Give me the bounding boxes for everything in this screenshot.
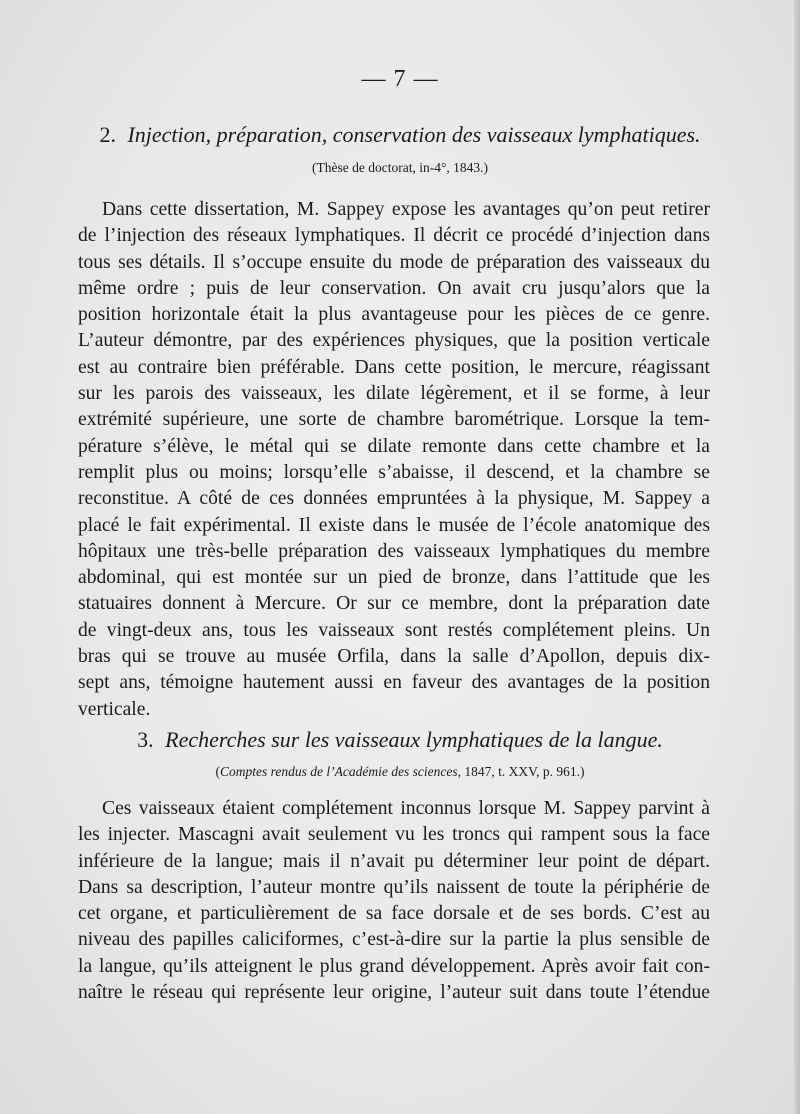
text-line: hôpitaux une très-belle préparation des vaisseaux lymphatiques du membre: [78, 540, 710, 562]
page-number: — 7 —: [361, 66, 439, 92]
section-title: Recherches sur les vaisseaux lymphatiques de la langue.: [165, 727, 663, 752]
text-line: placé le fait expérimental. Il existe dans le musée de l’école anatomique des: [78, 514, 710, 536]
text-line: cet organe, et particulièrement de sa face dorsale et de ses bords. C’est au: [78, 903, 710, 925]
text-line: Dans sa description, l’auteur montre qu’ils naissent de toute la périphérie de: [78, 876, 710, 898]
text-line: niveau des papilles caliciformes, c’est-à-dire sur la partie la plus sensible de: [78, 929, 710, 951]
citation-suffix: 1847, t. XXV, p. 961.): [460, 764, 585, 779]
text-line: position horizontale était la plus avantageuse pour les pièces de ce genre.: [78, 304, 710, 326]
text-line: de l’injection des réseaux lymphatiques. Il décrit ce procédé d’injection dans: [78, 225, 710, 247]
paragraph-section-2: [78, 197, 710, 723]
citation-prefix: (Thèse de doctorat, in-4°, 1843.): [312, 160, 488, 175]
section-citation-2: [0, 160, 800, 176]
text-line: bras qui se trouve au musée Orfila, dans la salle d’Apollon, depuis dix-: [78, 646, 710, 668]
text-line: les injecter. Mascagni avait seulement vu les troncs qui rampent sous la face: [78, 824, 710, 846]
text-line: la langue, qu’ils atteignent le plus grand développement. Après avoir fait con-: [78, 955, 710, 977]
section-number: 2.: [99, 122, 116, 147]
text-line: de vingt-deux ans, tous les vaisseaux sont restés complétement pleins. Un: [78, 619, 710, 641]
text-line: reconstitue. A côté de ces données empruntées à la physique, M. Sappey a: [78, 488, 710, 510]
text-line: sur les parois des vaisseaux, les dilate légèrement, et il se forme, à leur: [78, 383, 710, 405]
text-line: naître le réseau qui représente leur origine, l’auteur suit dans toute l’étendue: [78, 982, 710, 1004]
text-line: verticale.: [78, 698, 151, 720]
text-line: sept ans, témoigne hautement aussi en faveur des avantages de la position: [78, 672, 710, 694]
text-line: extrémité supérieure, une sorte de chambre barométrique. Lorsque la tem-: [78, 409, 710, 431]
paragraph-section-3: [78, 796, 710, 1006]
citation-prefix: (: [215, 764, 221, 779]
text-line: remplit plus ou moins; lorsqu’elle s’abaisse, il descend, et la chambre se: [78, 461, 710, 483]
section-heading-2: [0, 122, 800, 148]
section-heading-3: [0, 727, 800, 753]
section-title: Injection, préparation, conservation des vaisseaux lymphatiques.: [127, 122, 701, 147]
text-line: Ces vaisseaux étaient complétement inconnus lorsque M. Sappey parvint à: [102, 798, 710, 819]
text-line: Dans cette dissertation, M. Sappey expose les avantages qu’on peut retirer: [102, 199, 710, 220]
text-line: statuaires donnent à Mercure. Or sur ce membre, dont la préparation date: [78, 593, 710, 615]
section-citation-3: [0, 764, 800, 780]
text-line: tous ses détails. Il s’occupe ensuite du mode de préparation des vaisseaux du: [78, 251, 710, 273]
citation-italic: Comptes rendus de l’Académie des sciences,: [220, 764, 461, 779]
text-line: inférieure de la langue; mais il n’avait pu déterminer leur point de départ.: [78, 850, 710, 872]
text-line: abdominal, qui est montée sur un pied de bronze, dans l’attitude que les: [78, 567, 710, 589]
text-line: pérature s’élève, le métal qui se dilate remonte dans cette chambre et la: [78, 435, 710, 457]
text-line: L’auteur démontre, par des expériences physiques, que la position verticale: [78, 330, 710, 352]
section-number: 3.: [137, 727, 154, 752]
text-line: même ordre ; puis de leur conservation. On avait cru jusqu’alors que la: [78, 277, 710, 299]
text-line: est au contraire bien préférable. Dans cette position, le mercure, réagissant: [78, 356, 710, 378]
